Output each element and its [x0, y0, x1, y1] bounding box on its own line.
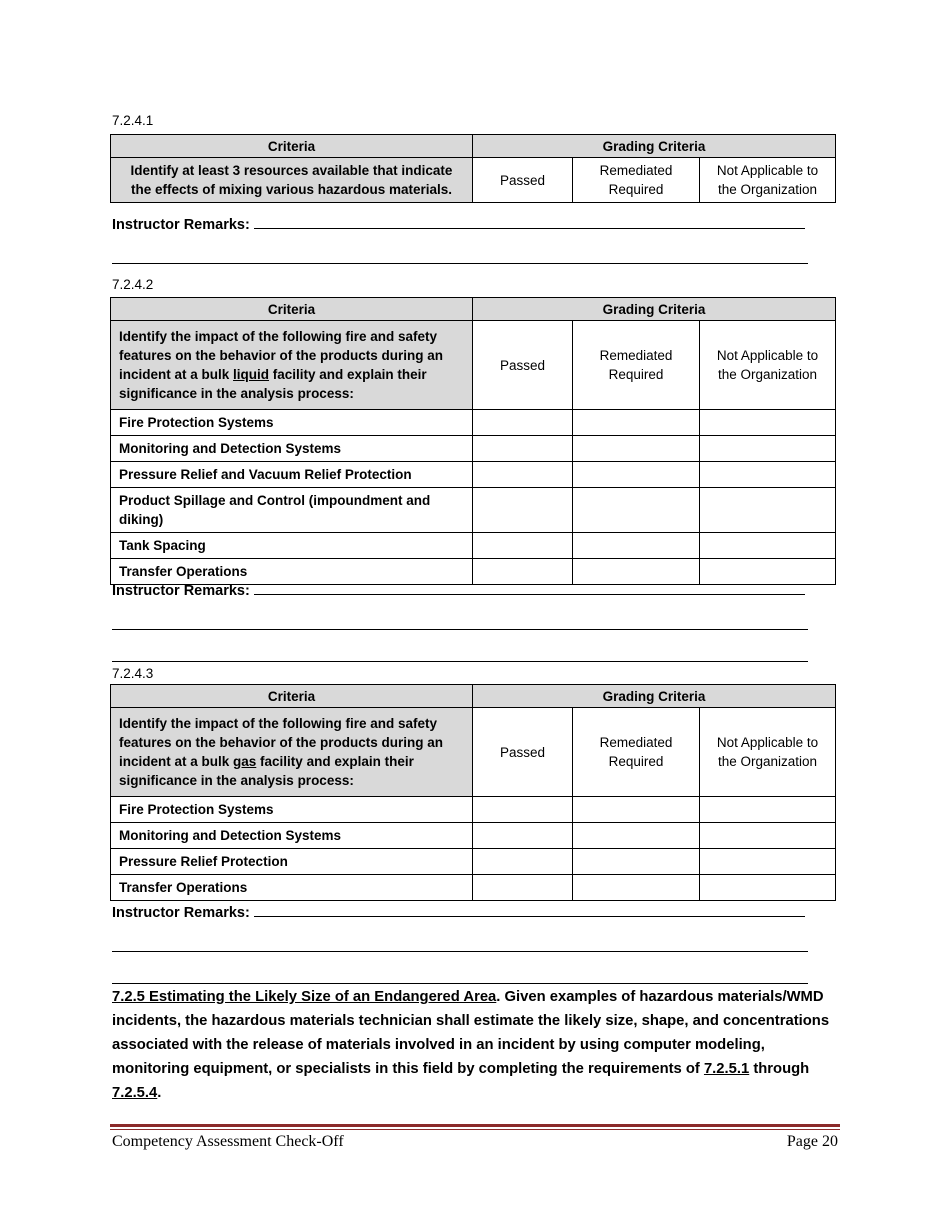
- grade-cell[interactable]: [700, 533, 836, 559]
- grading-header: Grading Criteria: [473, 298, 836, 321]
- remarks-line[interactable]: [112, 661, 808, 662]
- remarks-line[interactable]: [254, 580, 805, 595]
- grade-cell[interactable]: [700, 410, 836, 436]
- grade-cell[interactable]: [573, 533, 700, 559]
- instructor-remarks: Instructor Remarks:: [112, 902, 805, 921]
- grading-header: Grading Criteria: [473, 685, 836, 708]
- grade-not-applicable: Not Applicable to the Organization: [700, 158, 836, 203]
- grade-cell[interactable]: [473, 849, 573, 875]
- grade-remediated: Remediated Required: [573, 708, 700, 797]
- table-row: Fire Protection Systems: [111, 410, 473, 436]
- grade-passed: Passed: [473, 321, 573, 410]
- grade-cell[interactable]: [473, 875, 573, 901]
- grade-remediated: Remediated Required: [573, 321, 700, 410]
- grade-not-applicable: Not Applicable to the Organization: [700, 708, 836, 797]
- grade-cell[interactable]: [573, 488, 700, 533]
- grade-cell[interactable]: [473, 533, 573, 559]
- grade-cell[interactable]: [700, 849, 836, 875]
- grade-passed: Passed: [473, 158, 573, 203]
- grading-header: Grading Criteria: [473, 135, 836, 158]
- instructor-remarks: Instructor Remarks:: [112, 580, 805, 599]
- grading-table-1: [110, 134, 836, 203]
- table-row: Tank Spacing: [111, 533, 473, 559]
- criteria-header: Criteria: [111, 685, 473, 708]
- grade-cell[interactable]: [573, 410, 700, 436]
- grade-passed: Passed: [473, 708, 573, 797]
- section-paragraph: 7.2.5 Estimating the Likely Size of an Endangered Area. Given examples of hazardous materials/WMD incidents, the hazardous materials technician shall estimate the likely size, shape, and concentrations associated with the release of materials involved in an incident by using computer modeling, monitoring equipment, or specialists in this field by completing the requirements of 7.2.5.1 through 7.2.5.4.: [112, 989, 830, 1101]
- grade-cell[interactable]: [700, 875, 836, 901]
- criteria-header: Criteria: [111, 135, 473, 158]
- page-number: Page 20: [786, 1133, 838, 1150]
- grade-cell[interactable]: [573, 849, 700, 875]
- criterion-text: Identify the impact of the following fire and safety features on the behavior of the products during an incident at a bulk liquid facility and explain their significance in the analysis process:: [111, 321, 473, 410]
- grade-cell[interactable]: [473, 462, 573, 488]
- remarks-line[interactable]: [112, 951, 808, 952]
- table-row: Pressure Relief and Vacuum Relief Protection: [111, 462, 473, 488]
- table-row: Pressure Relief Protection: [111, 849, 473, 875]
- grade-cell[interactable]: [573, 462, 700, 488]
- grade-cell[interactable]: [473, 410, 573, 436]
- table-row: Transfer Operations: [111, 875, 473, 901]
- criterion-text: Identify at least 3 resources available that indicate the effects of mixing various hazardous materials.: [111, 158, 473, 203]
- grade-not-applicable: Not Applicable to the Organization: [700, 321, 836, 410]
- remarks-line[interactable]: [254, 902, 805, 917]
- grade-cell[interactable]: [573, 823, 700, 849]
- grade-cell[interactable]: [573, 797, 700, 823]
- grade-cell[interactable]: [473, 436, 573, 462]
- section-number: 7.2.4.2: [112, 277, 154, 292]
- remarks-line[interactable]: [112, 629, 808, 630]
- table-row: Fire Protection Systems: [111, 797, 473, 823]
- grade-cell[interactable]: [473, 488, 573, 533]
- reference-link[interactable]: 7.2.5.1: [703, 1061, 750, 1077]
- grade-cell[interactable]: [473, 797, 573, 823]
- criteria-header: Criteria: [111, 298, 473, 321]
- grade-cell[interactable]: [700, 823, 836, 849]
- section-heading: 7.2.5 Estimating the Likely Size of an Endangered Area: [112, 989, 497, 1005]
- table-row: Monitoring and Detection Systems: [111, 436, 473, 462]
- instructor-remarks: Instructor Remarks:: [112, 214, 805, 233]
- criterion-text: Identify the impact of the following fire and safety features on the behavior of the products during an incident at a bulk gas facility and explain their significance in the analysis process:: [111, 708, 473, 797]
- remarks-line[interactable]: [112, 983, 808, 984]
- grade-cell[interactable]: [700, 797, 836, 823]
- remarks-line[interactable]: [112, 263, 808, 264]
- table-row: Monitoring and Detection Systems: [111, 823, 473, 849]
- footer-divider: [110, 1129, 840, 1130]
- grade-cell[interactable]: [573, 875, 700, 901]
- grade-cell[interactable]: [473, 823, 573, 849]
- table-row: Transfer Operations: [111, 559, 473, 585]
- reference-link[interactable]: 7.2.5.4: [112, 1085, 158, 1101]
- section-number: 7.2.4.3: [112, 666, 154, 681]
- footer-title: Competency Assessment Check-Off: [112, 1133, 344, 1150]
- section-number: 7.2.4.1: [112, 113, 154, 128]
- grading-table-2: [110, 297, 836, 585]
- grade-cell[interactable]: [700, 488, 836, 533]
- remarks-line[interactable]: [254, 214, 805, 229]
- grade-cell[interactable]: [700, 462, 836, 488]
- grade-remediated: Remediated Required: [573, 158, 700, 203]
- grade-cell[interactable]: [573, 436, 700, 462]
- grading-table-3: [110, 684, 836, 901]
- footer-divider: [110, 1124, 840, 1127]
- table-row: Product Spillage and Control (impoundment and diking): [111, 488, 473, 533]
- grade-cell[interactable]: [700, 436, 836, 462]
